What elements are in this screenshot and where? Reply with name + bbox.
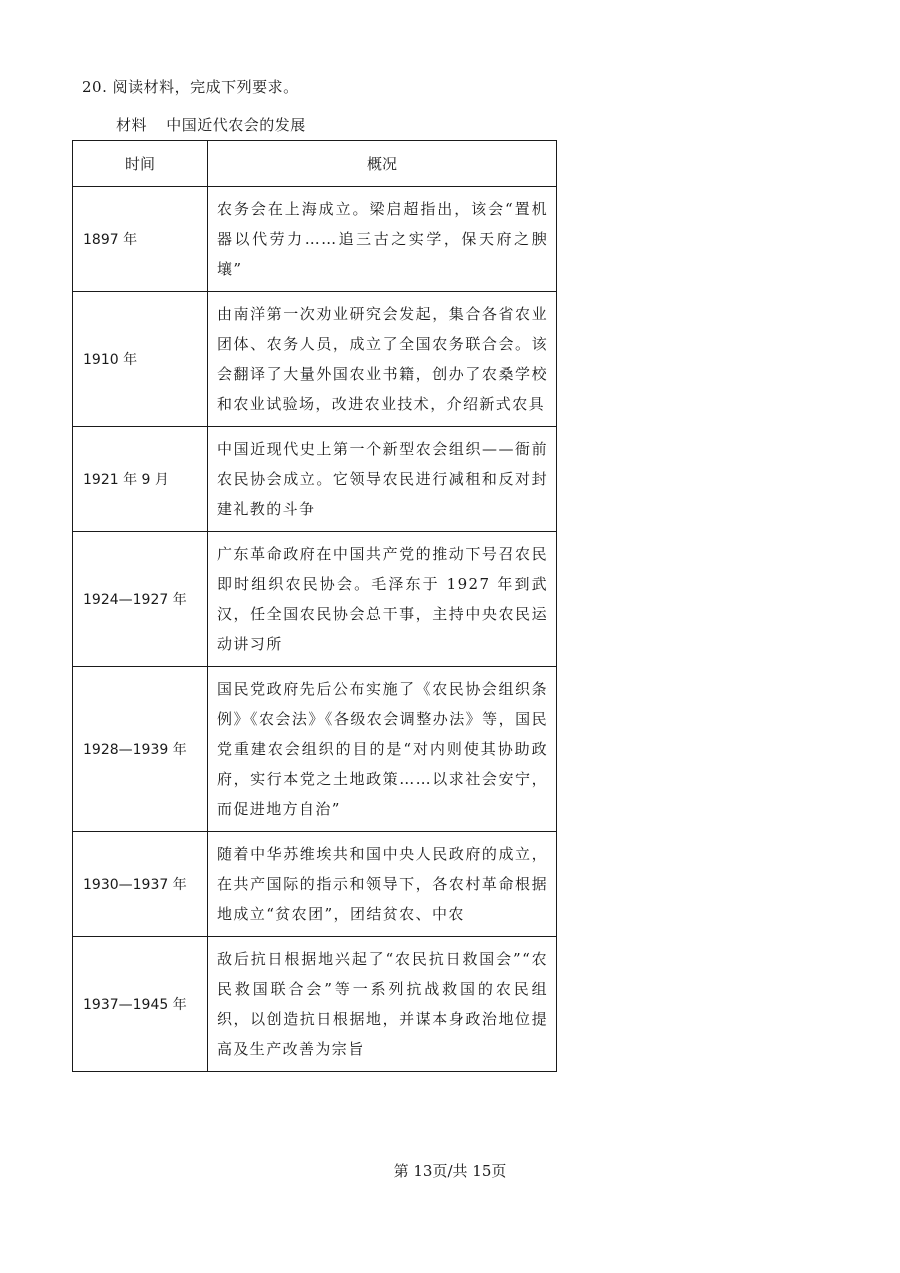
time-cell: 1928—1939 年 bbox=[73, 667, 208, 832]
time-cell: 1897 年 bbox=[73, 187, 208, 292]
overview-column-header: 概况 bbox=[208, 141, 557, 187]
table-header-row bbox=[73, 141, 557, 187]
table-row bbox=[73, 937, 557, 1072]
overview-cell: 随着中华苏维埃共和国中央人民政府的成立，在共产国际的指示和领导下，各农村革命根据地成立“贫农团”，团结贫农、中农 bbox=[208, 832, 557, 937]
overview-cell: 农务会在上海成立。梁启超指出，该会“置机器以代劳力……追三古之实学，保天府之腴壤” bbox=[208, 187, 557, 292]
time-cell: 1910 年 bbox=[73, 292, 208, 427]
question-heading: 20. 阅读材料，完成下列要求。 bbox=[82, 78, 299, 96]
page-number: 第 13页/共 15页 bbox=[393, 1162, 507, 1180]
time-cell: 1924—1927 年 bbox=[73, 532, 208, 667]
table-row bbox=[73, 292, 557, 427]
table-row bbox=[73, 427, 557, 532]
time-cell: 1921 年 9 月 bbox=[73, 427, 208, 532]
material-label: 材料 bbox=[116, 116, 148, 134]
time-cell: 1937—1945 年 bbox=[73, 937, 208, 1072]
table-row bbox=[73, 532, 557, 667]
overview-cell: 中国近现代史上第一个新型农会组织——衙前农民协会成立。它领导农民进行减租和反对封建礼教的斗争 bbox=[208, 427, 557, 532]
table-row bbox=[73, 667, 557, 832]
material-caption bbox=[116, 114, 306, 135]
overview-cell: 敌后抗日根据地兴起了“农民抗日救国会”“农民救国联合会”等一系列抗战救国的农民组织，以创造抗日根据地，并谋本身政治地位提高及生产改善为宗旨 bbox=[208, 937, 557, 1072]
overview-cell: 国民党政府先后公布实施了《农民协会组织条例》《农会法》《各级农会调整办法》等，国民党重建农会组织的目的是“对内则使其协助政府，实行本党之土地政策……以求社会安宁，而促进地方自治” bbox=[208, 667, 557, 832]
overview-cell: 广东革命政府在中国共产党的推动下号召农民即时组织农民协会。毛泽东于 1927 年到武汉，任全国农民协会总干事，主持中央农民运动讲习所 bbox=[208, 532, 557, 667]
farmers-association-table bbox=[72, 140, 557, 1072]
overview-cell: 由南洋第一次劝业研究会发起，集合各省农业团体、农务人员，成立了全国农务联合会。该会翻译了大量外国农业书籍，创办了农桑学校和农业试验场，改进农业技术，介绍新式农具 bbox=[208, 292, 557, 427]
material-title: 中国近代农会的发展 bbox=[166, 116, 306, 134]
time-column-header: 时间 bbox=[73, 141, 208, 187]
time-cell: 1930—1937 年 bbox=[73, 832, 208, 937]
table-row bbox=[73, 832, 557, 937]
table-row bbox=[73, 187, 557, 292]
